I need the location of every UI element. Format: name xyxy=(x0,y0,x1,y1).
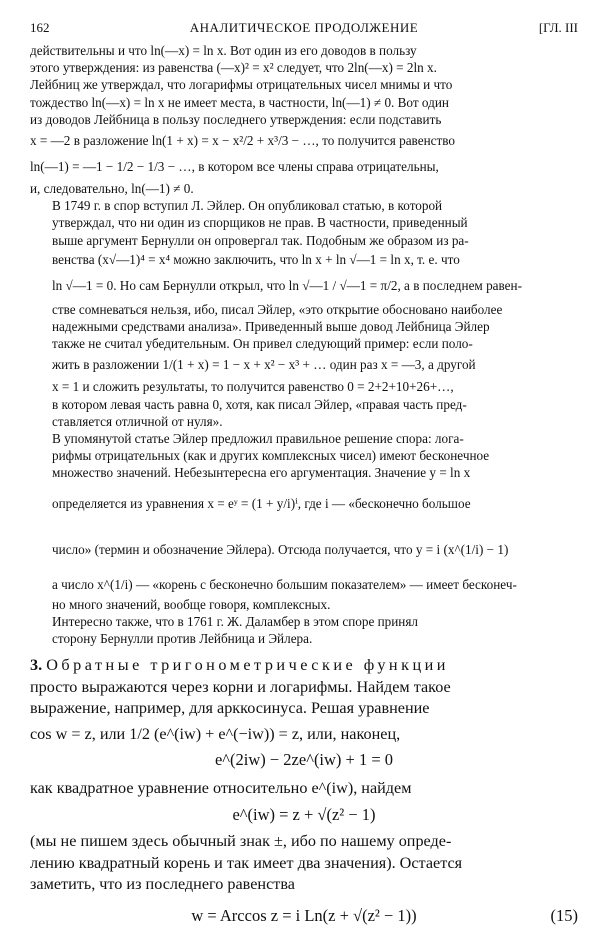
text-line: В 1749 г. в спор вступил Л. Эйлер. Он опубликовал статью, в которой xyxy=(52,198,443,214)
book-page xyxy=(30,20,578,925)
equation-number: (15) xyxy=(550,905,578,925)
text-line: выше аргумент Бернулли он опровергал так. Подобным же образом из ра- xyxy=(52,232,469,248)
paragraph-3 xyxy=(30,430,578,613)
text-line: ставляется отличной от нуля». xyxy=(52,413,223,429)
formula-line: а число x^(1/i) — «корень с бесконечно большим показателем» — имеет бесконеч- xyxy=(52,576,517,592)
text-line: лению квадратный корень и так имеет два значения). Остается xyxy=(30,853,463,872)
chapter-label: [ГЛ. III xyxy=(538,20,578,35)
section-heading-line xyxy=(30,655,578,677)
text-line: тождество ln(—x) = ln x не имеет места, в частности, ln(—1) ≠ 0. Вот один xyxy=(30,94,449,110)
text-line: и, следовательно, ln(—1) ≠ 0. xyxy=(30,181,194,197)
text-line: рифмы отрицательных (как и других комплексных чисел) имеют бесконечное xyxy=(52,448,490,464)
paragraph-2 xyxy=(30,197,578,430)
text-line: множество значений. Небезынтересна его аргументация. Значение y = ln x xyxy=(52,465,471,481)
text-line: Интересно также, что в 1761 г. Ж. Даламбер в этом споре принял xyxy=(52,613,419,629)
section-3 xyxy=(30,655,578,926)
paragraph-4 xyxy=(30,613,578,647)
formula-line: ln(—1) = —1 − 1/2 − 1/3 − …, в котором все члены справа отрицательны, xyxy=(30,159,439,175)
text-line: выражение, например, для арккосинуса. Решая уравнение xyxy=(30,699,430,718)
formula-line: число» (термин и обозначение Эйлера). Отсюда получается, что y = i (x^(1/i) − 1) xyxy=(52,541,509,557)
formula-line: жить в разложении 1/(1 + x) = 1 − x + x² − x³ + … один раз x = —3, а другой xyxy=(52,357,476,373)
text-line: В упомянутой статье Эйлер предложил правильное решение спора: лога- xyxy=(52,431,464,447)
section-spaced-text: Обратные тригонометрические функции xyxy=(46,656,449,675)
paragraph-1 xyxy=(30,42,578,197)
text-line: (мы не пишем здесь обычный знак ±, ибо по нашему опреде- xyxy=(30,832,452,851)
text-line: этого утверждения: из равенства (—x)² = x² следует, что 2ln(—x) = 2ln x. xyxy=(30,60,437,76)
text-line: как квадратное уравнение относительно e^(iw), найдем xyxy=(30,778,412,797)
formula-line: ln √—1 = 0. Но сам Бернулли открыл, что ln √—1 / √—1 = π/2, а в последнем равен- xyxy=(52,277,522,293)
page-header xyxy=(30,20,578,42)
text-line: надежными средствами анализа». Приведенный выше довод Лейбница Эйлер xyxy=(52,319,490,335)
section-number: 3. xyxy=(30,656,43,675)
equation-15 xyxy=(30,906,578,926)
equation-1: e^(2iw) − 2ze^(iw) + 1 = 0 xyxy=(214,749,394,769)
section-3-paragraph xyxy=(30,655,578,748)
text-line: просто выражаются через корни и логарифмы. Найдем такое xyxy=(30,677,451,696)
formula-line: x = —2 в разложение ln(1 + x) = x − x²/2 + x³/3 − …, то получится равенство xyxy=(30,133,455,149)
section-3-text xyxy=(30,778,578,800)
text-line: заметить, что из последнего равенства xyxy=(30,875,295,894)
text-line: Лейбниц же утверждал, что логарифмы отрицательных чисел мнимы и что xyxy=(30,77,453,93)
small-print-block xyxy=(30,42,578,647)
section-3-text-2 xyxy=(30,831,578,896)
running-title: АНАЛИТИЧЕСКОЕ ПРОДОЛЖЕНИЕ xyxy=(189,20,419,35)
text-line: из доводов Лейбница в пользу последнего утверждения: если подставить xyxy=(30,111,442,127)
text-line: сторону Бернулли против Лейбница и Эйлера. xyxy=(52,631,313,647)
equation-15-body: w = Arccos z = i Ln(z + √(z² − 1)) xyxy=(191,905,417,925)
formula-line: определяется из уравнения x = eʸ = (1 + y/i)ⁱ, где i — «бесконечно большое xyxy=(52,495,471,511)
formula-line: венства (x√—1)⁴ = x⁴ можно заключить, что ln x + ln √—1 = ln x, т. е. что xyxy=(52,251,460,267)
text-line: в котором левая часть равна 0, хотя, как писал Эйлер, «правая часть пред- xyxy=(52,396,467,412)
text-line: утверждал, что ни один из спорщиков не прав. В частности, приведенный xyxy=(52,215,468,231)
text-line: но много значений, вообще говоря, комплексных. xyxy=(52,596,331,612)
page-number: 162 xyxy=(30,20,50,35)
formula-line: cos w = z, или 1/2 (e^(iw) + e^(−iw)) = z, или, наконец, xyxy=(30,724,401,743)
equation-2: e^(iw) = z + √(z² − 1) xyxy=(232,805,376,825)
text-line: действительны и что ln(—x) = ln x. Вот один из его доводов в пользу xyxy=(30,43,417,58)
text-line: также не считал убедительным. Он привел следующий пример: если поло- xyxy=(52,336,473,352)
text-line: стве сомневаться нельзя, ибо, писал Эйлер, «это открытие обосновано наиболее xyxy=(52,301,503,317)
text-line: x = 1 и сложить результаты, то получится равенство 0 = 2+2+10+26+…, xyxy=(52,379,454,395)
